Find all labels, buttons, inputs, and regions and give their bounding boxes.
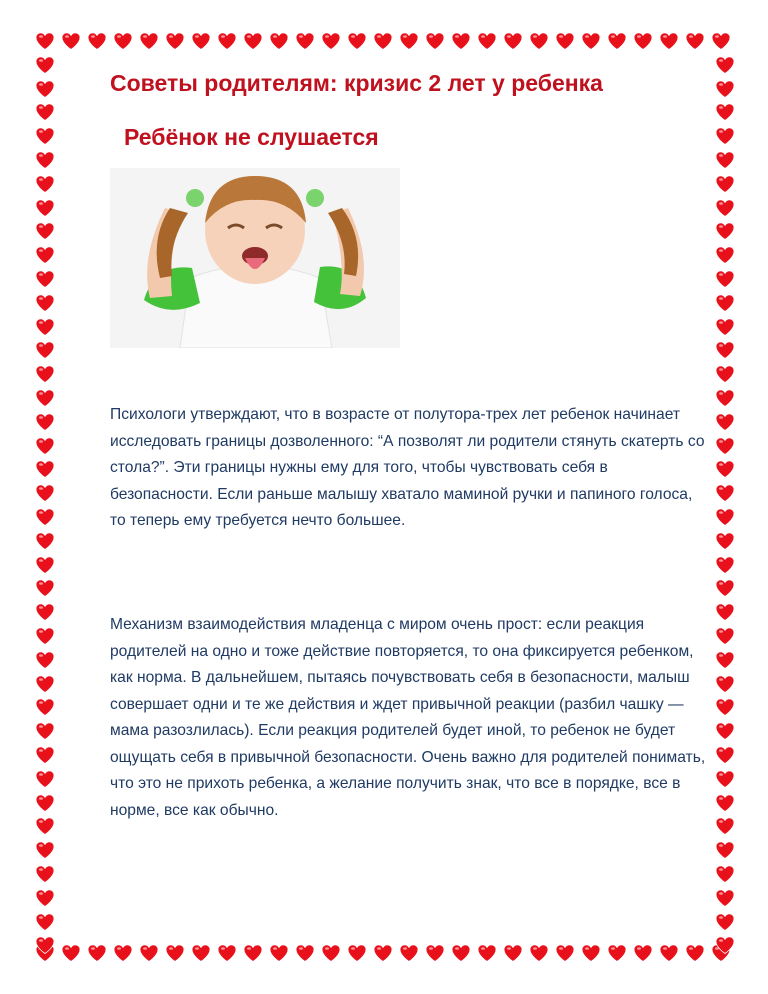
paragraph-1: Психологи утверждают, что в возрасте от полутора-трех лет ребенок начинает исследовать границы дозволенного: “А позволят ли родители стянуть скатерть со стола?”. Эти границы нужны ему для того, чтобы чувствовать себя в безопасности. Если раньше малышу хватало маминой ручки и папиного голоса, то теперь ему требуется нечто большее. <box>110 406 705 529</box>
heart-icon <box>715 175 735 193</box>
child-illustration <box>110 168 400 348</box>
heart-icon <box>633 944 653 962</box>
heart-icon <box>35 532 55 550</box>
heart-icon <box>35 318 55 336</box>
heart-icon <box>35 199 55 217</box>
heart-icon <box>165 32 185 50</box>
heart-icon <box>347 32 367 50</box>
heart-icon <box>35 675 55 693</box>
heart-icon <box>715 413 735 431</box>
heart-icon <box>451 32 471 50</box>
heart-icon <box>35 413 55 431</box>
heart-icon <box>35 722 55 740</box>
heart-icon <box>715 294 735 312</box>
heart-icon <box>35 246 55 264</box>
heart-icon <box>715 389 735 407</box>
heart-icon <box>555 32 575 50</box>
heart-icon <box>35 365 55 383</box>
heart-icon <box>295 32 315 50</box>
heart-icon <box>373 944 393 962</box>
heart-icon <box>35 508 55 526</box>
heart-icon <box>35 270 55 288</box>
heart-icon <box>191 944 211 962</box>
heart-icon <box>425 944 445 962</box>
heart-icon <box>715 556 735 574</box>
heart-icon <box>715 270 735 288</box>
heart-icon <box>35 746 55 764</box>
heart-icon <box>715 627 735 645</box>
heart-icon <box>35 794 55 812</box>
heart-icon <box>715 936 735 954</box>
heart-icon <box>451 944 471 962</box>
heart-icon <box>659 32 679 50</box>
heart-icon <box>35 484 55 502</box>
heart-icon <box>35 32 55 50</box>
heart-icon <box>715 889 735 907</box>
heart-icon <box>715 222 735 240</box>
heart-icon <box>715 841 735 859</box>
heart-icon <box>295 944 315 962</box>
heart-icon <box>529 32 549 50</box>
heart-icon <box>35 841 55 859</box>
heart-icon <box>715 341 735 359</box>
heart-icon <box>685 944 705 962</box>
heart-icon <box>715 437 735 455</box>
heart-icon <box>113 944 133 962</box>
heart-icon <box>715 127 735 145</box>
heart-icon <box>715 199 735 217</box>
heart-icon <box>191 32 211 50</box>
heart-icon <box>139 32 159 50</box>
heart-icon <box>715 579 735 597</box>
heart-icon <box>35 460 55 478</box>
heart-icon <box>113 32 133 50</box>
heart-icon <box>425 32 445 50</box>
heart-icon <box>243 32 263 50</box>
heart-icon <box>503 944 523 962</box>
heart-icon <box>715 865 735 883</box>
paragraph-2: Механизм взаимодействия младенца с миром очень прост: если реакция родителей на одно и тоже действие повторяется, то она фиксируется ребенком, как норма. В дальнейшем, пытаясь почувствовать себя в безопасности, малыш совершает одни и те же действия и ждет привычной реакции (разбил чашку — мама разозлилась). Если реакция родителей будет иной, то ребенок не будет ощущать себя в привычной безопасности. Очень важно для родителей понимать, что это не прихоть ребенка, а желание получить знак, что все в порядке, все в норме, все как обычно. <box>110 616 706 819</box>
heart-icon <box>659 944 679 962</box>
heart-icon <box>581 944 601 962</box>
heart-icon <box>607 32 627 50</box>
heart-icon <box>715 675 735 693</box>
heart-icon <box>529 944 549 962</box>
heart-icon <box>35 56 55 74</box>
heart-icon <box>87 32 107 50</box>
heart-icon <box>87 944 107 962</box>
heart-icon <box>269 32 289 50</box>
heart-icon <box>715 484 735 502</box>
heart-icon <box>321 32 341 50</box>
heart-icon <box>607 944 627 962</box>
heart-icon <box>35 579 55 597</box>
heart-icon <box>715 80 735 98</box>
heart-icon <box>715 722 735 740</box>
heart-icon <box>35 627 55 645</box>
heart-icon <box>35 389 55 407</box>
heart-icon <box>35 936 55 954</box>
heart-icon <box>243 944 263 962</box>
heart-icon <box>35 341 55 359</box>
heart-icon <box>715 794 735 812</box>
heart-icon <box>399 944 419 962</box>
heart-icon <box>35 151 55 169</box>
heart-icon <box>715 770 735 788</box>
heart-icon <box>715 508 735 526</box>
heart-icon <box>633 32 653 50</box>
heart-icon <box>581 32 601 50</box>
heart-icon <box>35 222 55 240</box>
heart-icon <box>269 944 289 962</box>
heart-icon <box>217 32 237 50</box>
heart-icon <box>35 770 55 788</box>
heart-icon <box>35 698 55 716</box>
heart-icon <box>685 32 705 50</box>
heart-icon <box>321 944 341 962</box>
section-subtitle: Ребёнок не слушается <box>124 124 379 150</box>
heart-icon <box>165 944 185 962</box>
heart-icon <box>715 651 735 669</box>
heart-icon <box>35 294 55 312</box>
heart-icon <box>35 913 55 931</box>
heart-icon <box>139 944 159 962</box>
heart-icon <box>35 80 55 98</box>
heart-icon <box>715 246 735 264</box>
heart-icon <box>715 603 735 621</box>
heart-icon <box>715 698 735 716</box>
heart-icon <box>347 944 367 962</box>
heart-icon <box>35 127 55 145</box>
heart-icon <box>35 175 55 193</box>
heart-icon <box>555 944 575 962</box>
heart-icon <box>217 944 237 962</box>
heart-icon <box>715 460 735 478</box>
heart-icon <box>35 865 55 883</box>
heart-icon <box>35 817 55 835</box>
heart-icon <box>477 32 497 50</box>
heart-icon <box>711 32 731 50</box>
heart-icon <box>715 913 735 931</box>
heart-icon <box>35 437 55 455</box>
heart-icon <box>477 944 497 962</box>
child-photo <box>110 168 400 348</box>
heart-icon <box>35 103 55 121</box>
heart-icon <box>373 32 393 50</box>
heart-icon <box>61 944 81 962</box>
heart-icon <box>715 532 735 550</box>
heart-icon <box>715 103 735 121</box>
heart-icon <box>35 603 55 621</box>
heart-icon <box>715 746 735 764</box>
heart-icon <box>715 365 735 383</box>
heart-icon <box>35 889 55 907</box>
heart-icon <box>715 817 735 835</box>
heart-icon <box>715 318 735 336</box>
page-title: Советы родителям: кризис 2 лет у ребенка <box>110 70 603 96</box>
heart-icon <box>715 56 735 74</box>
heart-icon <box>715 151 735 169</box>
heart-icon <box>35 651 55 669</box>
heart-icon <box>35 556 55 574</box>
heart-icon <box>61 32 81 50</box>
heart-icon <box>399 32 419 50</box>
heart-icon <box>503 32 523 50</box>
